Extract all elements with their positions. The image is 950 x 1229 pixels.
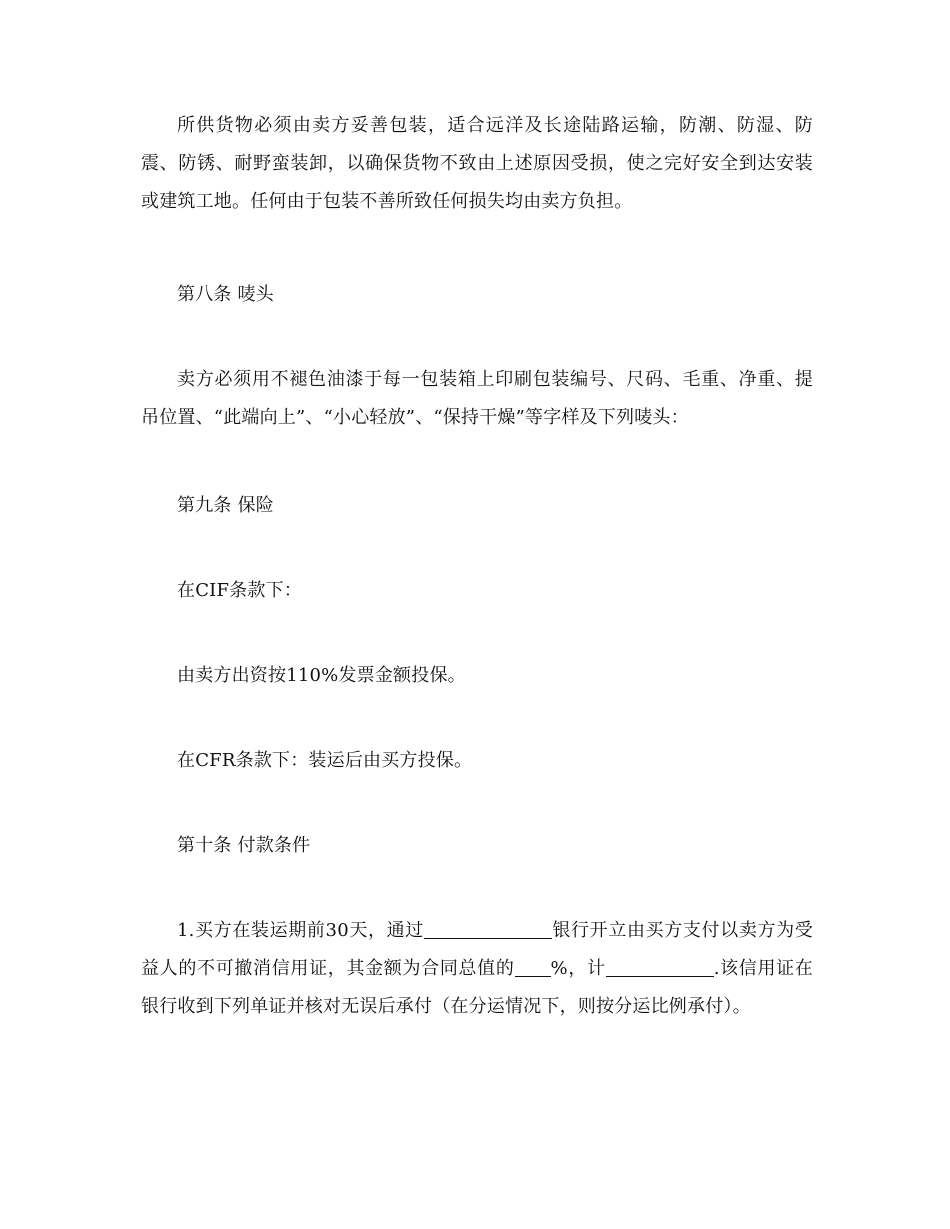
packing-paragraph: 所供货物必须由卖方妥善包装，适合远洋及长途陆路运输，防潮、防湿、防震、防锈、耐野蛮装卸，以确保货物不致由上述原因受损，使之完好安全到达安装或建筑工地。任何由于包装不善所致任何损失均由卖方负担。 [141,115,813,212]
payment-terms-paragraph [141,912,813,1026]
payment-text-part2: 银行开立由买方支付以卖方为受益人的不可撤消信用证，其金额为合同总值的 [141,920,813,979]
cif-insurance-paragraph: 由卖方出资按110%发票金额投保。 [177,665,466,686]
percentage-blank[interactable] [515,958,551,977]
payment-text-part1: 1.买方在装运期前30天，通过 [177,920,424,941]
payment-text-part3: %，计 [550,958,606,979]
cif-clause-label: 在CIF条款下： [177,580,302,601]
amount-blank[interactable] [606,958,714,977]
article-9-heading: 第九条 保险 [177,495,274,516]
payment-text-part4: .该信用证在银行收到下列单证并核对无误后承付（在分运情况下，则按分运比例承付）。 [141,958,813,1017]
article-10-heading: 第十条 付款条件 [177,835,311,856]
article-8-heading: 第八条 唛头 [177,284,274,305]
shipping-marks-paragraph: 卖方必须用不褪色油漆于每一包装箱上印刷包装编号、尺码、毛重、净重、提吊位置、“此端向上”、“小心轻放”、“保持干燥”等字样及下列唛头： [141,369,813,428]
bank-name-blank[interactable] [424,920,552,939]
cfr-insurance-paragraph: 在CFR条款下：装运后由买方投保。 [177,750,473,771]
